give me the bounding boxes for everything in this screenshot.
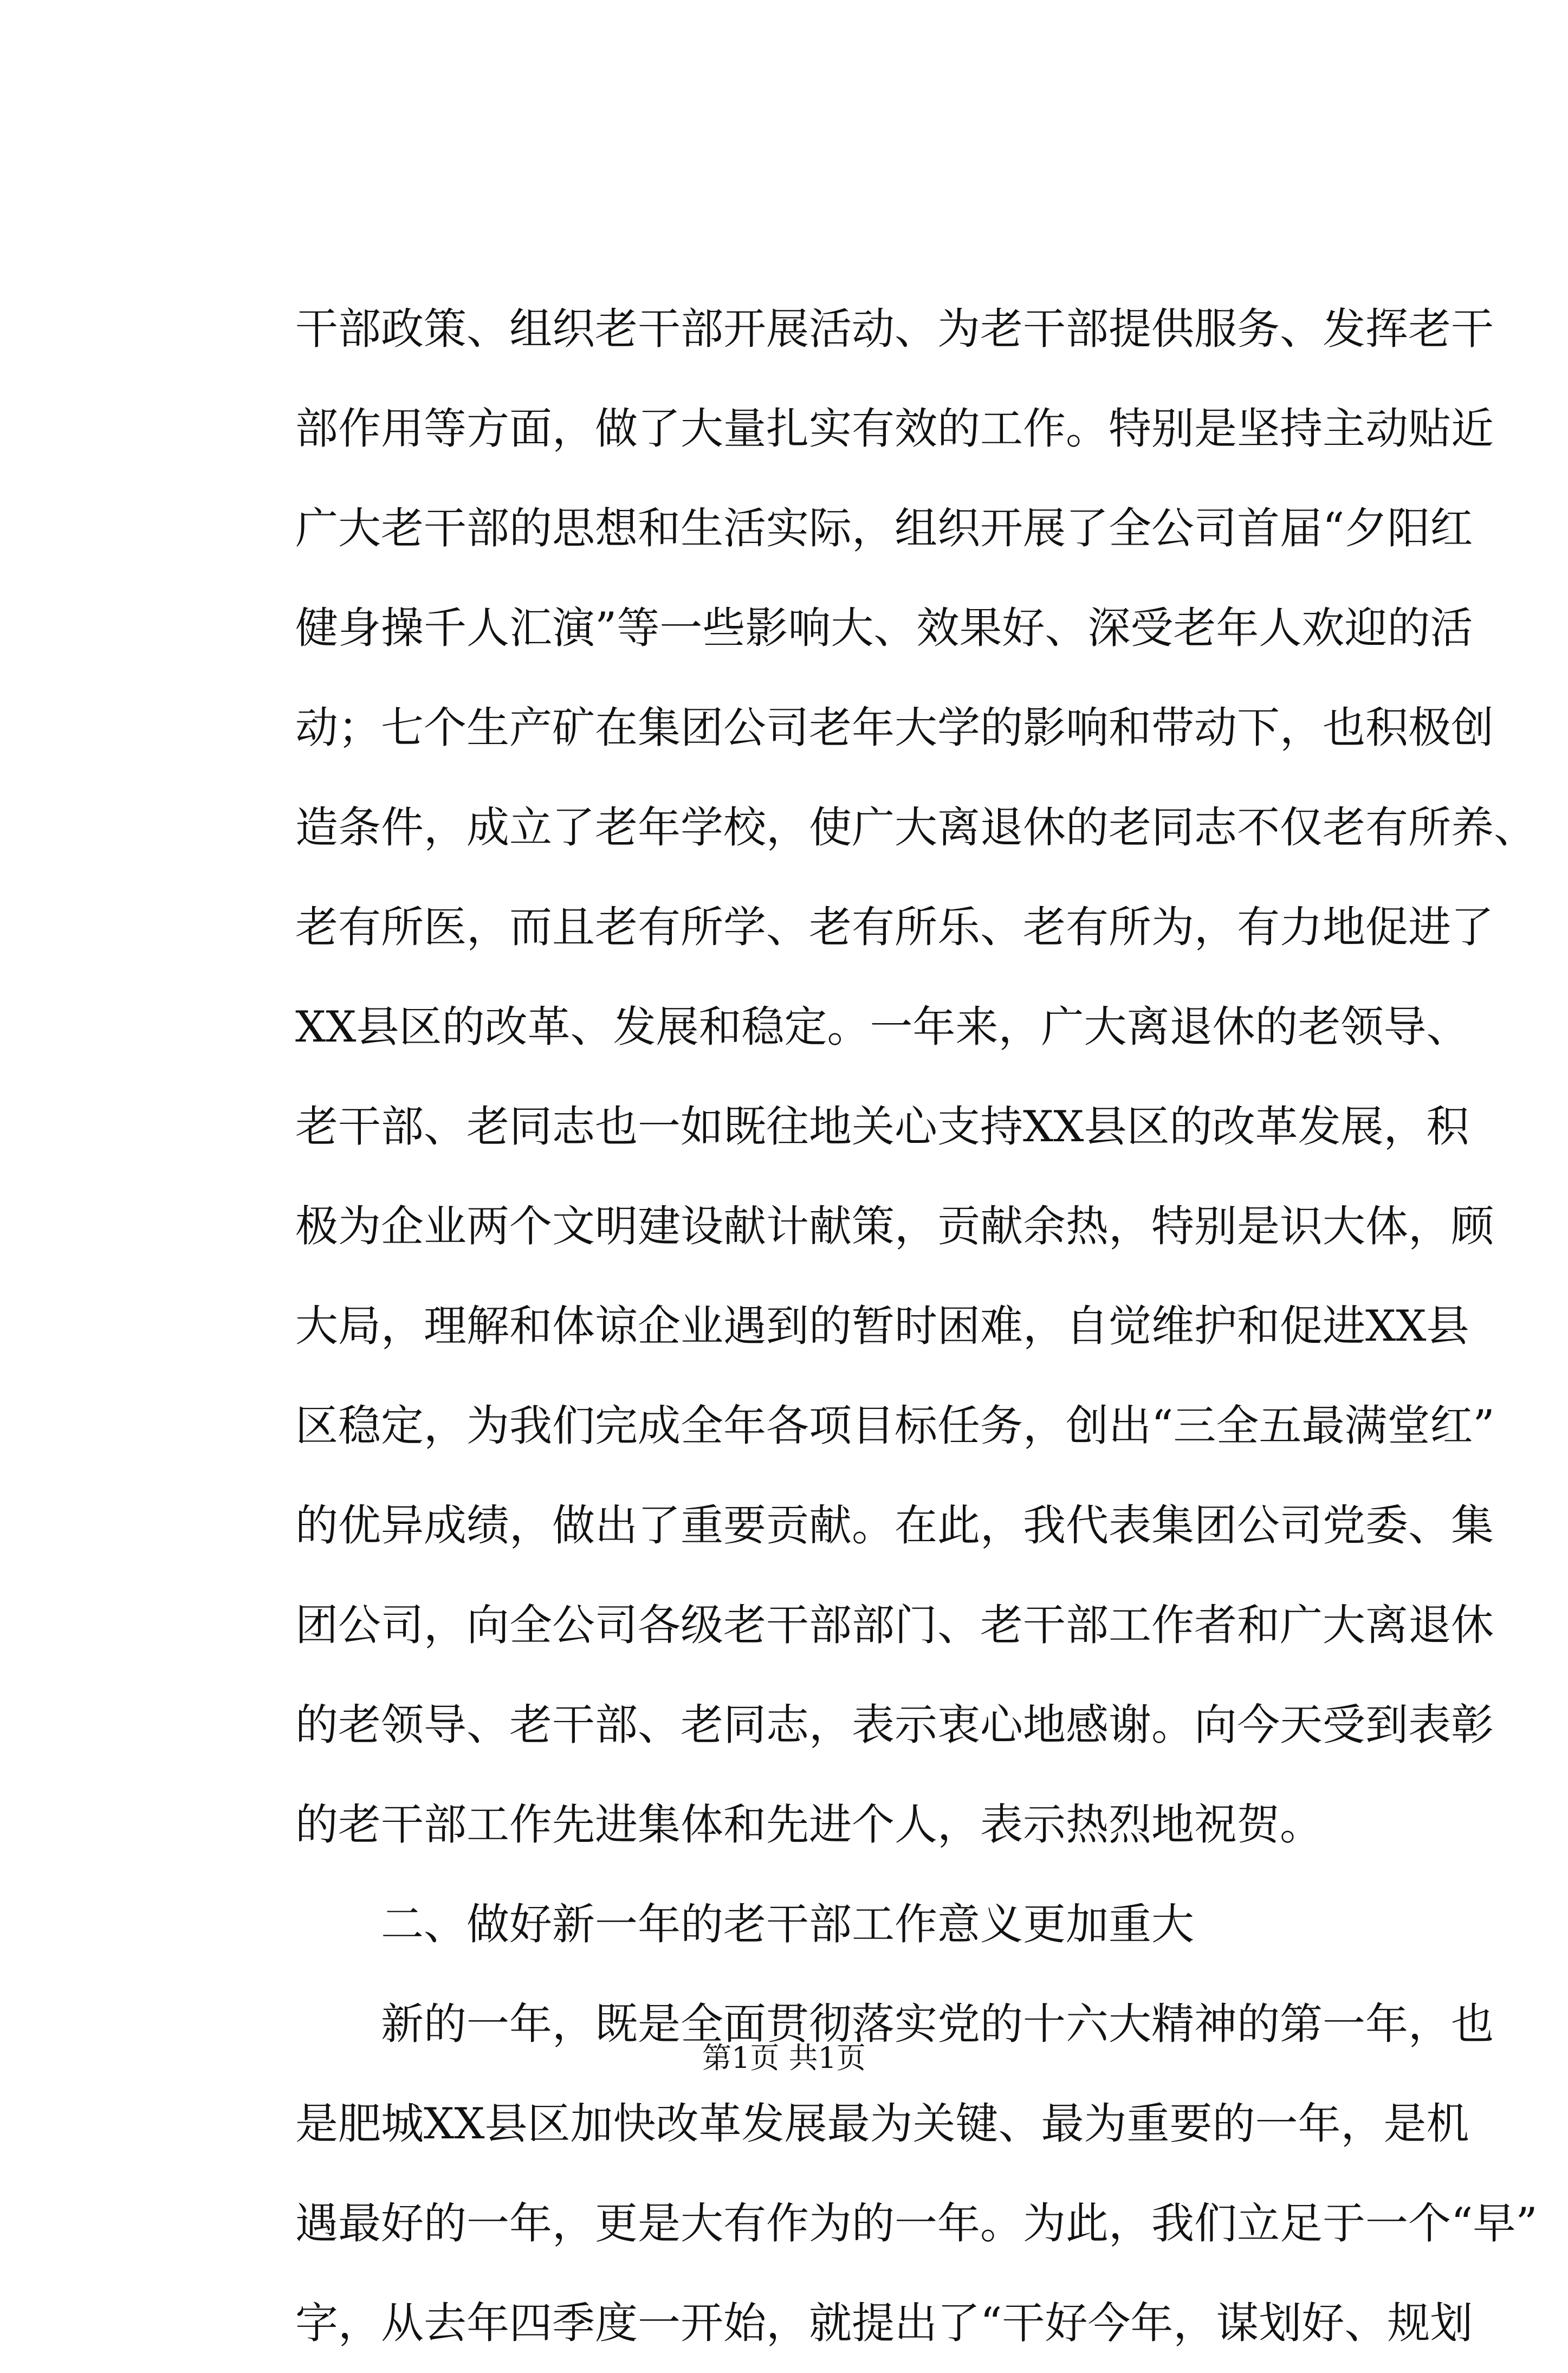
text-line-7: 老有所医，而且老有所学、老有所乐、老有所为，有力地促进了 — [295, 902, 1494, 952]
text-line-6: 造条件，成立了老年学校，使广大离退休的老同志不仅老有所养、 — [295, 803, 1537, 852]
text-line-11: 大局，理解和体谅企业遇到的暂时困难，自觉维护和促进XX县 — [295, 1301, 1469, 1351]
text-line-20: 遇最好的一年，更是大有作为的一年。为此，我们立足于一个“早” — [295, 2199, 1538, 2248]
text-line-16: 的老干部工作先进集体和先进个人，表示热烈地祝贺。 — [295, 1800, 1323, 1850]
page-footer: 第1页 共1页 — [702, 2041, 866, 2075]
text-line-13: 的优异成绩，做出了重要贡献。在此，我代表集团公司党委、集 — [295, 1501, 1494, 1550]
text-line-1: 干部政策、组织老干部开展活动、为老干部提供服务、发挥老干 — [295, 304, 1494, 354]
text-line-10: 极为企业两个文明建设献计献策，贡献余热，特别是识大体，顾 — [295, 1201, 1494, 1251]
text-line-4: 健身操千人汇演”等一些影响大、效果好、深受老年人欢迎的活 — [295, 603, 1473, 653]
text-line-19: 是肥城XX县区加快改革发展最为关键、最为重要的一年，是机 — [295, 2099, 1469, 2149]
text-line-14: 团公司，向全公司各级老干部部门、老干部工作者和广大离退休 — [295, 1600, 1494, 1650]
text-line-2: 部作用等方面，做了大量扎实有效的工作。特别是坚持主动贴近 — [295, 404, 1494, 454]
text-line-9: 老干部、老同志也一如既往地关心支持XX县区的改革发展，积 — [295, 1102, 1469, 1152]
text-line-18: 新的一年，既是全面贯彻落实党的十六大精神的第一年，也 — [381, 1999, 1494, 2049]
text-line-3: 广大老干部的思想和生活实际，组织开展了全公司首届“夕阳红 — [295, 503, 1473, 553]
section-heading: 二、做好新一年的老干部工作意义更加重大 — [381, 1899, 1194, 1949]
text-line-5: 动；七个生产矿在集团公司老年大学的影响和带动下，也积极创 — [295, 703, 1494, 753]
text-line-15: 的老领导、老干部、老同志，表示衷心地感谢。向今天受到表彰 — [295, 1700, 1494, 1750]
text-line-21: 字，从去年四季度一开始，就提出了“干好今年，谋划好、规划 — [295, 2298, 1473, 2348]
text-line-12: 区稳定，为我们完成全年各项目标任务，创出“三全五最满堂红” — [295, 1401, 1495, 1451]
text-line-8: XX县区的改革、发展和稳定。一年来，广大离退休的老领导、 — [295, 1002, 1469, 1052]
